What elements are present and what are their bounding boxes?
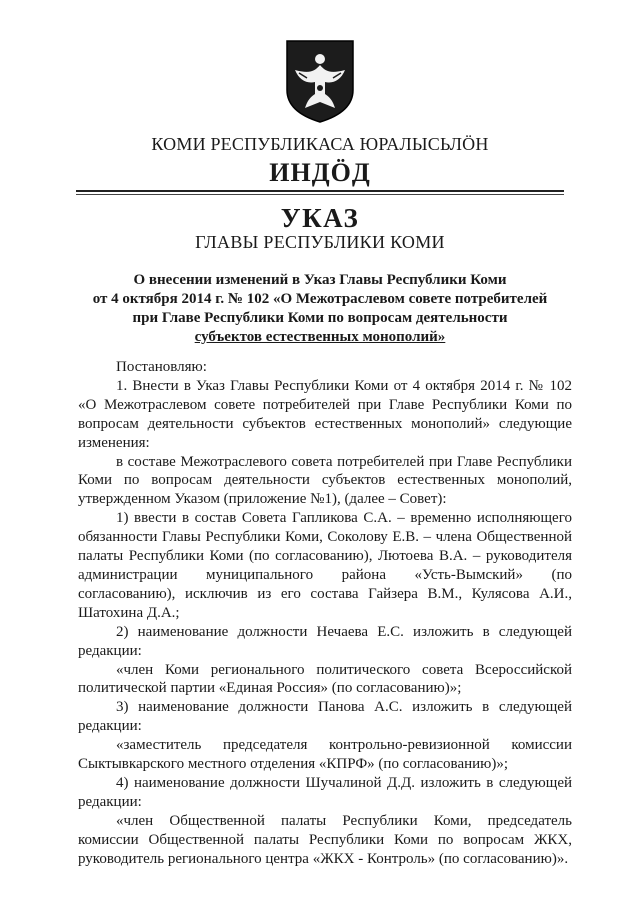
paragraph-subitem-2: 2) наименование должности Нечаева Е.С. изложить в следующей редакции:	[78, 623, 572, 659]
paragraph-subitem-4: 4) наименование должности Шучалиной Д.Д. изложить в следующей редакции:	[78, 774, 572, 810]
paragraph-subitem-3: 3) наименование должности Панова А.С. изложить в следующей редакции:	[78, 699, 572, 735]
decree-title-komi: ИНДӦД	[269, 158, 371, 187]
republic-name-komi: КОМИ РЕСПУБЛИКАСА ЮРАЛЫСЬЛӦН	[151, 134, 489, 154]
document-heading	[80, 271, 560, 347]
paragraph-item-1: 1. Внести в Указ Главы Республики Коми от 4 октября 2014 г. № 102 «О Межотраслевом совете потребителей при Главе Республики Коми по вопросам деятельности субъектов естественных монополий» следующие изменения:	[78, 377, 572, 451]
document-body	[78, 358, 572, 868]
heading-line-3: при Главе Республики Коми по вопросам деятельности	[132, 310, 508, 326]
paragraph-quote-3: «заместитель председателя контрольно-ревизионной комиссии Сыктывкарского местного отделения «КПРФ» (по согласованию)»;	[78, 737, 572, 773]
header-divider	[76, 190, 564, 192]
paragraph-resolve: Постановляю:	[116, 359, 207, 375]
paragraph-quote-2: «член Коми регионального политического совета Всероссийской политической партии «Единая Россия» (по согласованию)»;	[78, 661, 572, 697]
paragraph-quote-4: «член Общественной палаты Республики Коми, председатель комиссии Общественной палаты Республики Коми по вопросам ЖКХ, руководитель регионального центра «ЖКХ - Контроль» (по согласованию)».	[78, 812, 572, 867]
decree-issuer: ГЛАВЫ РЕСПУБЛИКИ КОМИ	[195, 232, 445, 252]
paragraph-subitem-1: 1) ввести в состав Совета Гапликова С.А. – временно исполняющего обязанности Главы Республики Коми, Соколову Е.В. – члена Общественной палаты Республики Коми (по согласованию), Лютоева В.А. – руководителя администрации муниципального района «Усть-Вымский» (по согласованию), исключив из его состава Гайзера В.М., Кулясова А.И., Шатохина Д.А.;	[78, 510, 572, 621]
header-divider-thin	[76, 194, 564, 195]
heading-line-2: от 4 октября 2014 г. № 102 «О Межотраслевом совете потребителей	[92, 291, 548, 307]
paragraph-council: в составе Межотраслевого совета потребителей при Главе Республики Коми по вопросам деятельности субъектов естественных монополий, утвержденном Указом (приложение №1), (далее – Совет):	[78, 453, 572, 508]
heading-line-4: субъектов естественных монополий»	[194, 329, 446, 345]
decree-title: УКАЗ	[280, 203, 360, 233]
coat-of-arms-icon	[283, 38, 357, 124]
heading-line-1: О внесении изменений в Указ Главы Республики Коми	[133, 272, 507, 288]
